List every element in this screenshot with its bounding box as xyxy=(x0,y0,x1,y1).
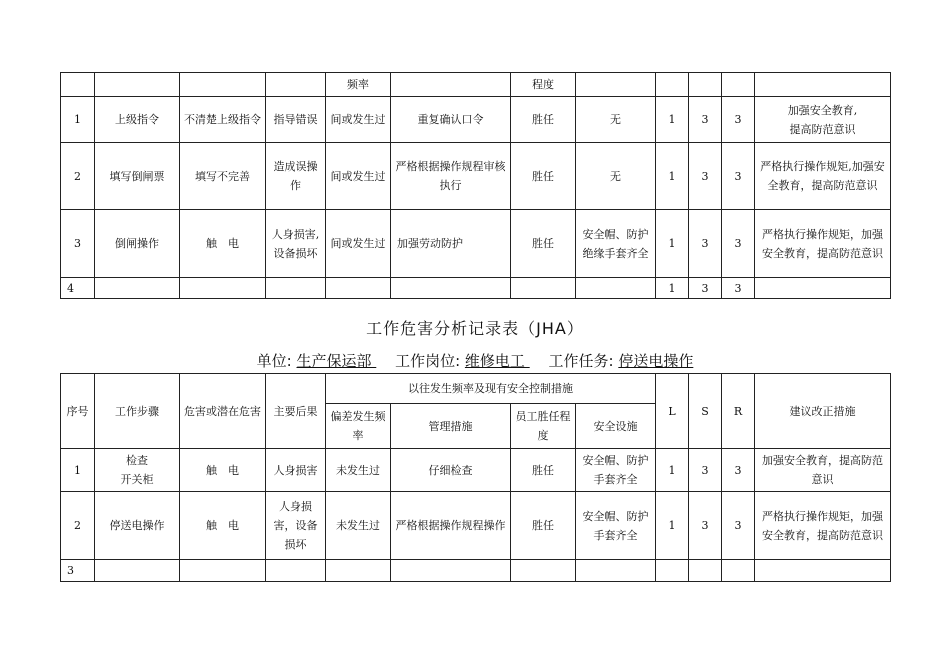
cell-competence: 胜任 xyxy=(511,143,576,210)
cell-step: 填写倒闸票 xyxy=(95,143,180,210)
cell-freq: 间或发生过 xyxy=(326,97,391,143)
cell-safety xyxy=(576,560,656,582)
cell-freq: 未发生过 xyxy=(326,449,391,492)
cell-consequence: 指导错误 xyxy=(266,97,326,143)
cell-R: 3 xyxy=(722,210,755,278)
cell-freq: 未发生过 xyxy=(326,492,391,560)
cell-hazard xyxy=(180,560,266,582)
cell-L xyxy=(656,560,689,582)
header-competence: 员工胜任程度 xyxy=(511,404,576,449)
cell-consequence xyxy=(266,278,326,299)
cell-suggest xyxy=(755,278,891,299)
cell-S: 3 xyxy=(689,449,722,492)
info-line xyxy=(0,350,950,371)
cell-hazard: 不清楚上级指令 xyxy=(180,97,266,143)
cell-competence: 胜任 xyxy=(511,210,576,278)
table-row xyxy=(61,210,891,278)
cell-L: 1 xyxy=(656,210,689,278)
cell-suggest: 加强安全教育，提高防范意识 xyxy=(755,449,891,492)
cell-L: 1 xyxy=(656,492,689,560)
cell-competence: 胜任 xyxy=(511,97,576,143)
cell-measure: 仔细检查 xyxy=(391,449,511,492)
header-cell xyxy=(391,73,511,97)
cell-measure: 严格根据操作规程操作 xyxy=(391,492,511,560)
jha-table-top xyxy=(60,72,891,299)
cell-S: 3 xyxy=(689,210,722,278)
cell-hazard: 触 电 xyxy=(180,210,266,278)
post-value: 维修电工 xyxy=(464,352,530,370)
cell-freq: 间或发生过 xyxy=(326,143,391,210)
header-cell: 频率 xyxy=(326,73,391,97)
cell-suggest xyxy=(755,560,891,582)
cell-step: 停送电操作 xyxy=(95,492,180,560)
header-S: S xyxy=(689,374,722,449)
cell-consequence: 人身损害 xyxy=(266,449,326,492)
cell-suggest: 严格执行操作规矩,加强安全教育，提高防范意识 xyxy=(755,143,891,210)
page-title: 工作危害分析记录表（JHA） xyxy=(366,319,584,338)
cell-S: 3 xyxy=(689,97,722,143)
table-row xyxy=(61,97,891,143)
table-row xyxy=(61,278,891,299)
cell-step: 倒闸操作 xyxy=(95,210,180,278)
cell-freq: 间或发生过 xyxy=(326,210,391,278)
cell-S: 3 xyxy=(689,143,722,210)
header-cell xyxy=(180,73,266,97)
cell-measure: 重复确认口令 xyxy=(391,97,511,143)
header-cell xyxy=(755,73,891,97)
cell-freq xyxy=(326,278,391,299)
cell-L: 1 xyxy=(656,278,689,299)
cell-safety: 安全帽、防护手套齐全 xyxy=(576,449,656,492)
cell-freq xyxy=(326,560,391,582)
header-no: 序号 xyxy=(61,374,95,449)
header-cell xyxy=(722,73,755,97)
cell-measure: 严格根据操作规程审核执行 xyxy=(391,143,511,210)
cell-competence xyxy=(511,278,576,299)
cell-S xyxy=(689,560,722,582)
header-R: R xyxy=(722,374,755,449)
header-row xyxy=(61,374,891,404)
cell-measure xyxy=(391,560,511,582)
jha-table-bottom xyxy=(60,373,891,582)
table-header-fragment xyxy=(61,73,891,97)
cell-suggest: 加强安全教育, 提高防范意识 xyxy=(755,97,891,143)
header-cell xyxy=(656,73,689,97)
cell-hazard: 填写不完善 xyxy=(180,143,266,210)
header-cell: 程度 xyxy=(511,73,576,97)
cell-safety: 安全帽、防护绝缘手套齐全 xyxy=(576,210,656,278)
cell-no: 4 xyxy=(61,278,95,299)
header-group: 以往发生频率及现有安全控制措施 xyxy=(326,374,656,404)
cell-suggest: 严格执行操作规矩，加强安全教育，提高防范意识 xyxy=(755,492,891,560)
cell-L: 1 xyxy=(656,143,689,210)
cell-no: 3 xyxy=(61,210,95,278)
header-cell xyxy=(266,73,326,97)
unit-label: 单位: xyxy=(256,352,292,370)
cell-S: 3 xyxy=(689,492,722,560)
header-freq: 偏差发生频率 xyxy=(326,404,391,449)
cell-S: 3 xyxy=(689,278,722,299)
unit-value: 生产保运部 xyxy=(296,352,377,370)
cell-safety: 无 xyxy=(576,143,656,210)
cell-consequence: 人身损害，设备损坏 xyxy=(266,492,326,560)
cell-safety: 无 xyxy=(576,97,656,143)
cell-competence: 胜任 xyxy=(511,492,576,560)
header-cell xyxy=(576,73,656,97)
cell-R: 3 xyxy=(722,143,755,210)
cell-step: 检查 开关柜 xyxy=(95,449,180,492)
header-cell xyxy=(95,73,180,97)
header-hazard: 危害或潜在危害 xyxy=(180,374,266,449)
cell-hazard xyxy=(180,278,266,299)
table-row xyxy=(61,143,891,210)
header-suggest: 建议改正措施 xyxy=(755,374,891,449)
post-label: 工作岗位: xyxy=(395,352,461,370)
header-L: L xyxy=(656,374,689,449)
cell-R: 3 xyxy=(722,492,755,560)
cell-step xyxy=(95,560,180,582)
header-cell xyxy=(689,73,722,97)
cell-L: 1 xyxy=(656,449,689,492)
cell-safety: 安全帽、防护手套齐全 xyxy=(576,492,656,560)
cell-step: 上级指令 xyxy=(95,97,180,143)
cell-step xyxy=(95,278,180,299)
cell-measure xyxy=(391,278,511,299)
cell-hazard: 触 电 xyxy=(180,449,266,492)
cell-no: 1 xyxy=(61,97,95,143)
cell-R: 3 xyxy=(722,449,755,492)
table-row xyxy=(61,560,891,582)
cell-safety xyxy=(576,278,656,299)
cell-L: 1 xyxy=(656,97,689,143)
header-measure: 管理措施 xyxy=(391,404,511,449)
cell-suggest: 严格执行操作规矩，加强安全教育，提高防范意识 xyxy=(755,210,891,278)
cell-R: 3 xyxy=(722,97,755,143)
header-consequence: 主要后果 xyxy=(266,374,326,449)
table-row xyxy=(61,449,891,492)
cell-consequence: 造成误操作 xyxy=(266,143,326,210)
cell-competence: 胜任 xyxy=(511,449,576,492)
cell-no: 1 xyxy=(61,449,95,492)
task-value: 停送电操作 xyxy=(618,352,694,370)
header-cell xyxy=(61,73,95,97)
cell-competence xyxy=(511,560,576,582)
cell-R xyxy=(722,560,755,582)
cell-R: 3 xyxy=(722,278,755,299)
cell-no: 3 xyxy=(61,560,95,582)
cell-hazard: 触 电 xyxy=(180,492,266,560)
task-label: 工作任务: xyxy=(548,352,614,370)
header-step: 工作步骤 xyxy=(95,374,180,449)
cell-measure: 加强劳动防护 xyxy=(391,210,511,278)
cell-no: 2 xyxy=(61,143,95,210)
table-row xyxy=(61,492,891,560)
header-safety: 安全设施 xyxy=(576,404,656,449)
cell-consequence xyxy=(266,560,326,582)
cell-no: 2 xyxy=(61,492,95,560)
cell-consequence: 人身损害,设备损坏 xyxy=(266,210,326,278)
